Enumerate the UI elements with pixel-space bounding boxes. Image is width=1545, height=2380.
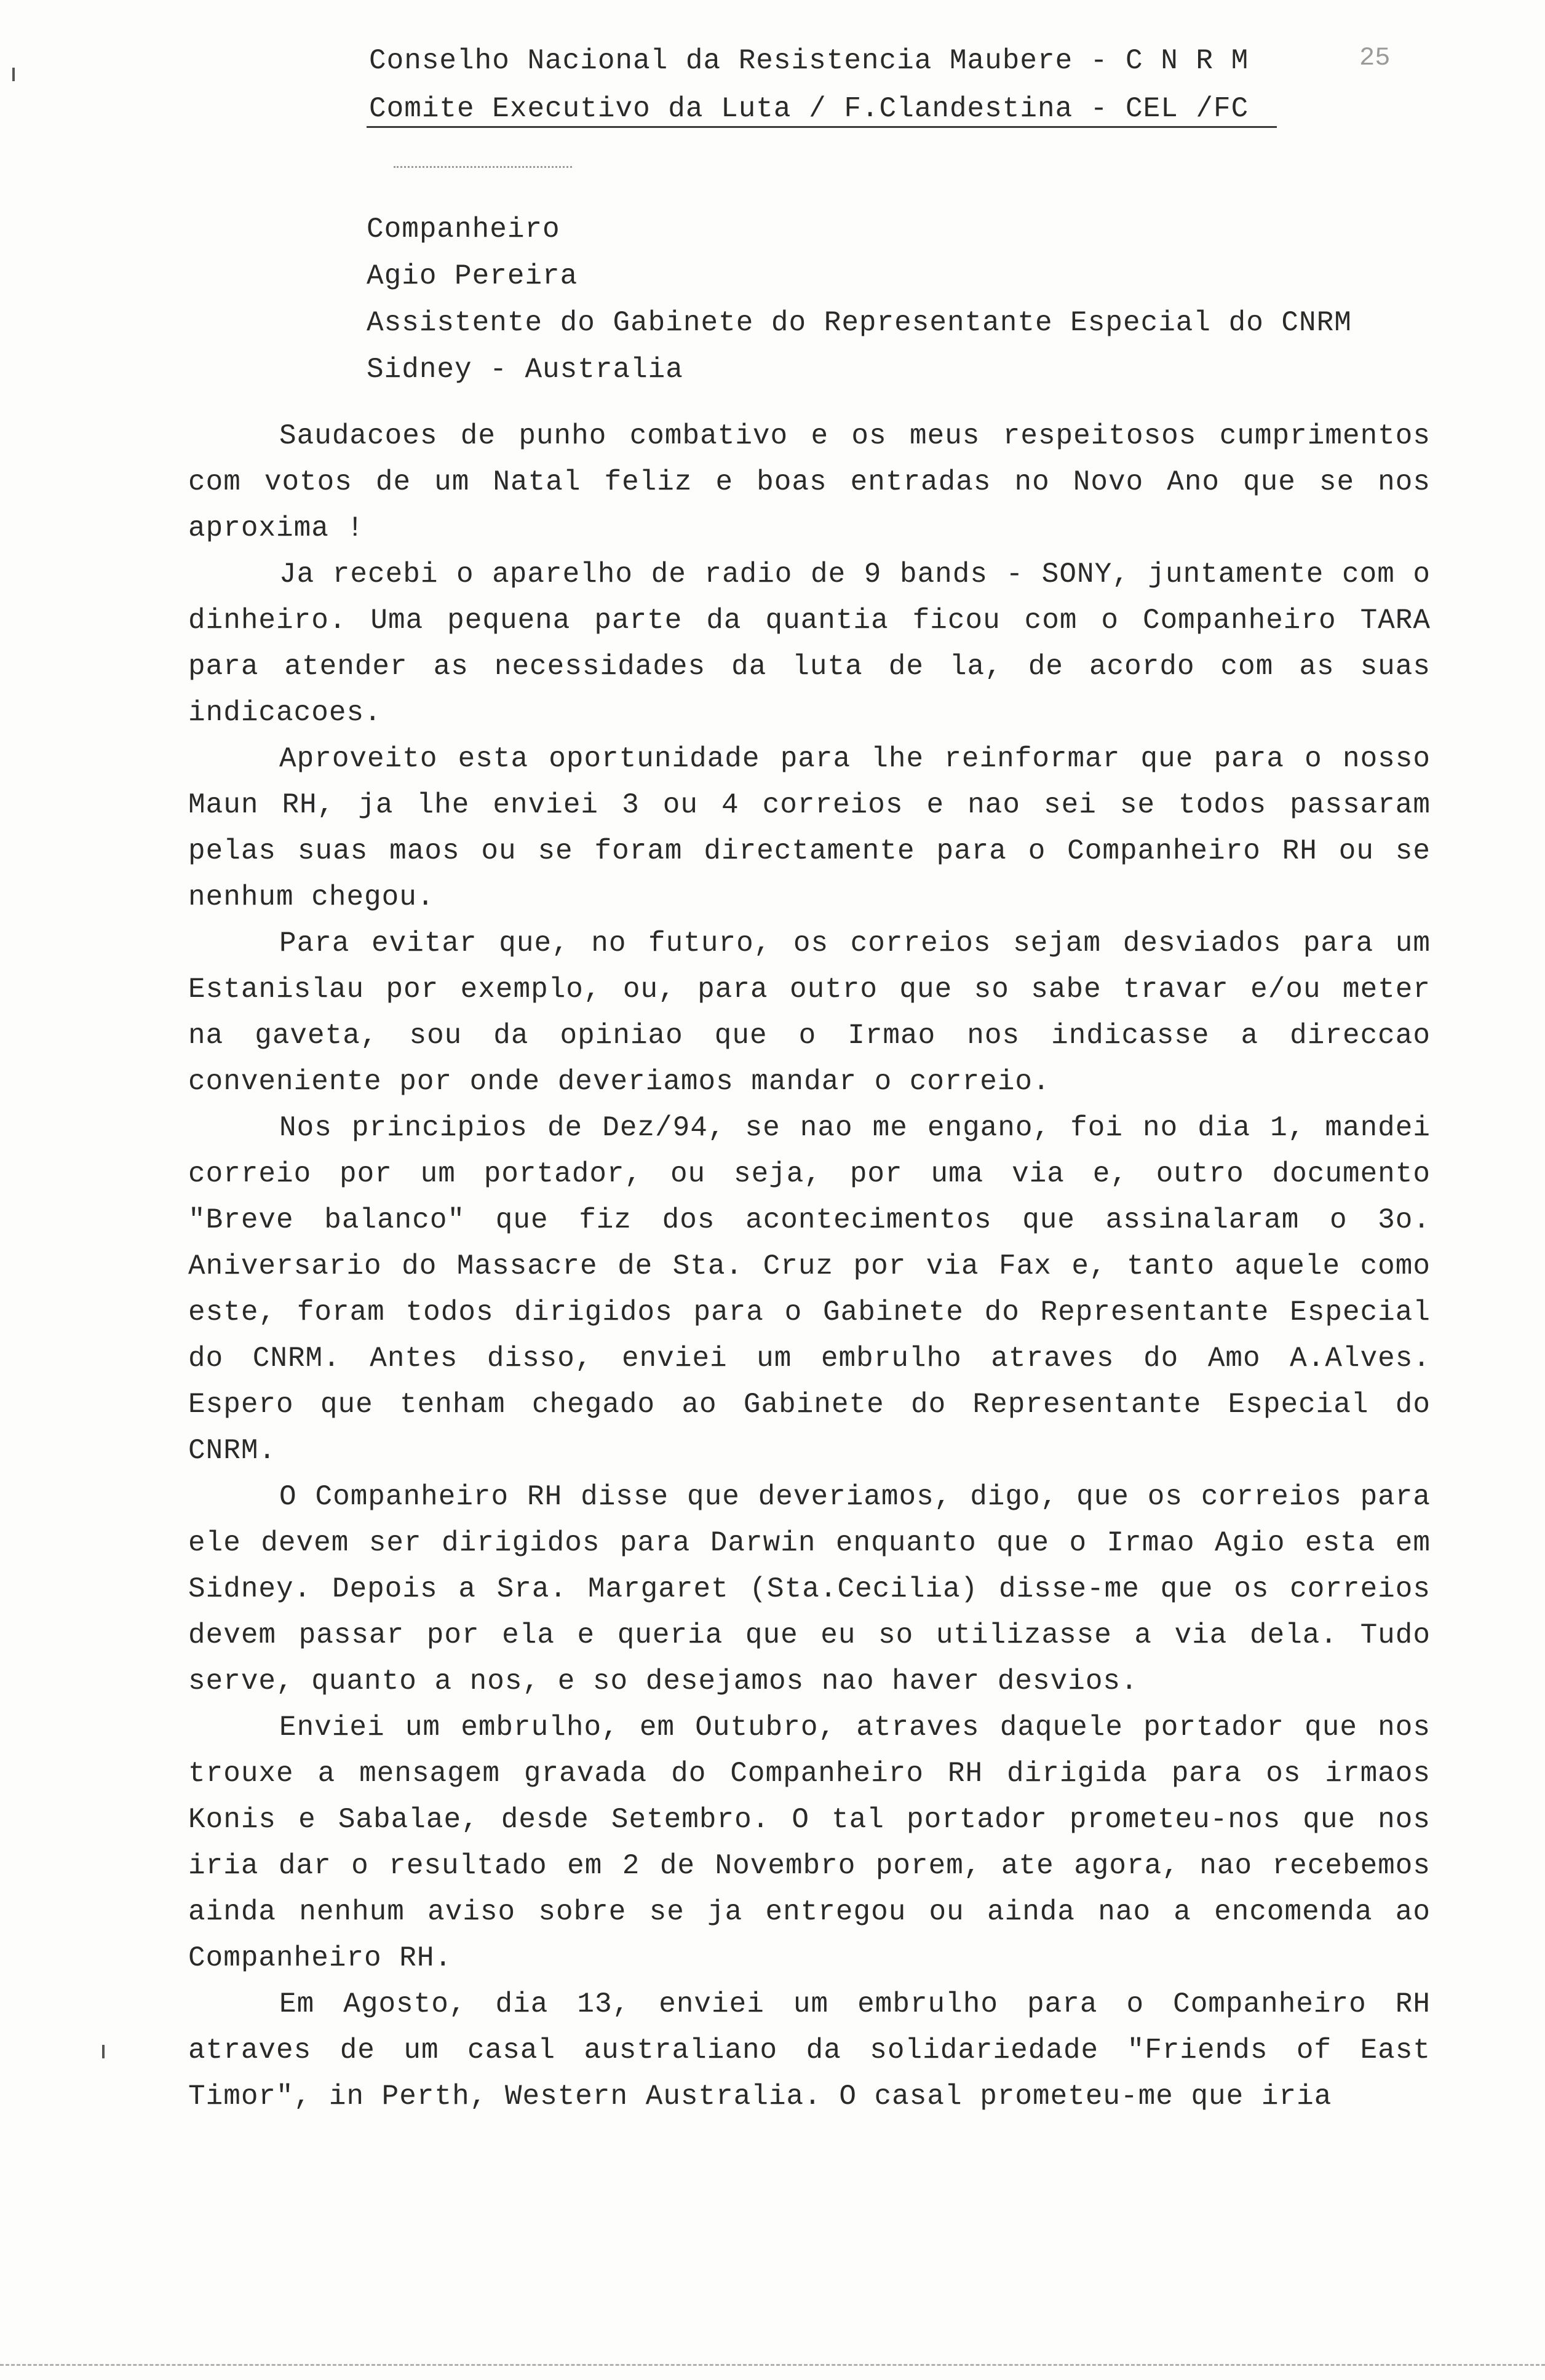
addressee-block (367, 206, 1352, 393)
paragraph-august-parcel: Em Agosto, dia 13, enviei um embrulho para o Companheiro RH atraves de um casal australiano da solidariedade "Friends of East Timor", in Perth, Western Australia. O casal prometeu-me que iria (188, 1988, 1431, 2112)
paragraph-radio-received: Ja recebi o aparelho de radio de 9 bands - SONY, juntamente com o dinheiro. Uma pequena parte da quantia ficou com o Companheiro TARA para atender as necessidades da luta de la, de acordo com as suas indicacoes. (188, 558, 1431, 729)
letterhead (369, 37, 1292, 133)
paragraph-darwin-routing: O Companheiro RH disse que deveriamos, digo, que os correios para ele devem ser dirigidos para Darwin enquanto que o Irmao Agio esta em Sidney. Depois a Sra. Margaret (Sta.Cecilia) disse-me que os correios devem passar por ela e queria que eu so utilizasse a via dela. Tudo serve, quanto a nos, e so desejamos nao haver desvios. (188, 1481, 1431, 1697)
faint-mark (394, 166, 572, 168)
addressee-title: Assistente do Gabinete do Representante Especial do CNRM (367, 307, 1352, 339)
letter-body (188, 413, 1431, 2120)
margin-speck (12, 68, 15, 81)
paragraph-avoid-diversion: Para evitar que, no futuro, os correios sejam desviados para um Estanislau por exemplo, ou, para outro que so sabe travar e/ou meter na gaveta, sou da opiniao que o Irmao nos indicasse a direccao conveniente por onde deveriamos mandar o correio. (188, 927, 1431, 1098)
addressee-salutation: Companheiro (367, 213, 560, 245)
paragraph-greeting: Saudacoes de punho combativo e os meus respeitosos cumprimentos com votos de um Natal feliz e boas entradas no Novo Ano que se nos aproxima ! (188, 420, 1431, 544)
letterhead-organization: Conselho Nacional da Resistencia Maubere - C N R M (369, 45, 1249, 77)
addressee-location: Sidney - Australia (367, 354, 683, 386)
paragraph-october-parcel: Enviei um embrulho, em Outubro, atraves daquele portador que nos trouxe a mensagem gravada do Companheiro RH dirigida para os irmaos Konis e Sabalae, desde Setembro. O tal portador prometeu-nos que nos iria dar o resultado em 2 de Novembro porem, ate agora, nao recebemos ainda nenhum aviso sobre se ja entregou ou ainda nao a encomenda ao Companheiro RH. (188, 1712, 1431, 1974)
page-number: 25 (1359, 43, 1391, 73)
paragraph-december-mail: Nos principios de Dez/94, se nao me engano, foi no dia 1, mandei correio por um portador, ou seja, por uma via e, outro documento "Breve balanco" que fiz dos acontecimentos que assinalaram o 3o. Aniversario do Massacre de Sta. Cruz por via Fax e, tanto aquele como este, foram todos dirigidos para o Gabinete do Representante Especial do CNRM. Antes disso, enviei um embrulho atraves do Amo A.Alves. Espero que tenham chegado ao Gabinete do Representante Especial do CNRM. (188, 1112, 1431, 1467)
letterhead-committee: Comite Executivo da Luta / F.Clandestina - CEL /FC (369, 93, 1249, 125)
letterhead-underline (367, 126, 1277, 128)
page-bottom-edge (0, 2364, 1545, 2366)
addressee-name: Agio Pereira (367, 260, 578, 292)
margin-speck (102, 2045, 105, 2058)
paragraph-couriers-sent: Aproveito esta oportunidade para lhe reinformar que para o nosso Maun RH, ja lhe enviei 3 ou 4 correios e nao sei se todos passaram pelas suas maos ou se foram directamente para o Companheiro RH ou se nenhum chegou. (188, 743, 1431, 913)
